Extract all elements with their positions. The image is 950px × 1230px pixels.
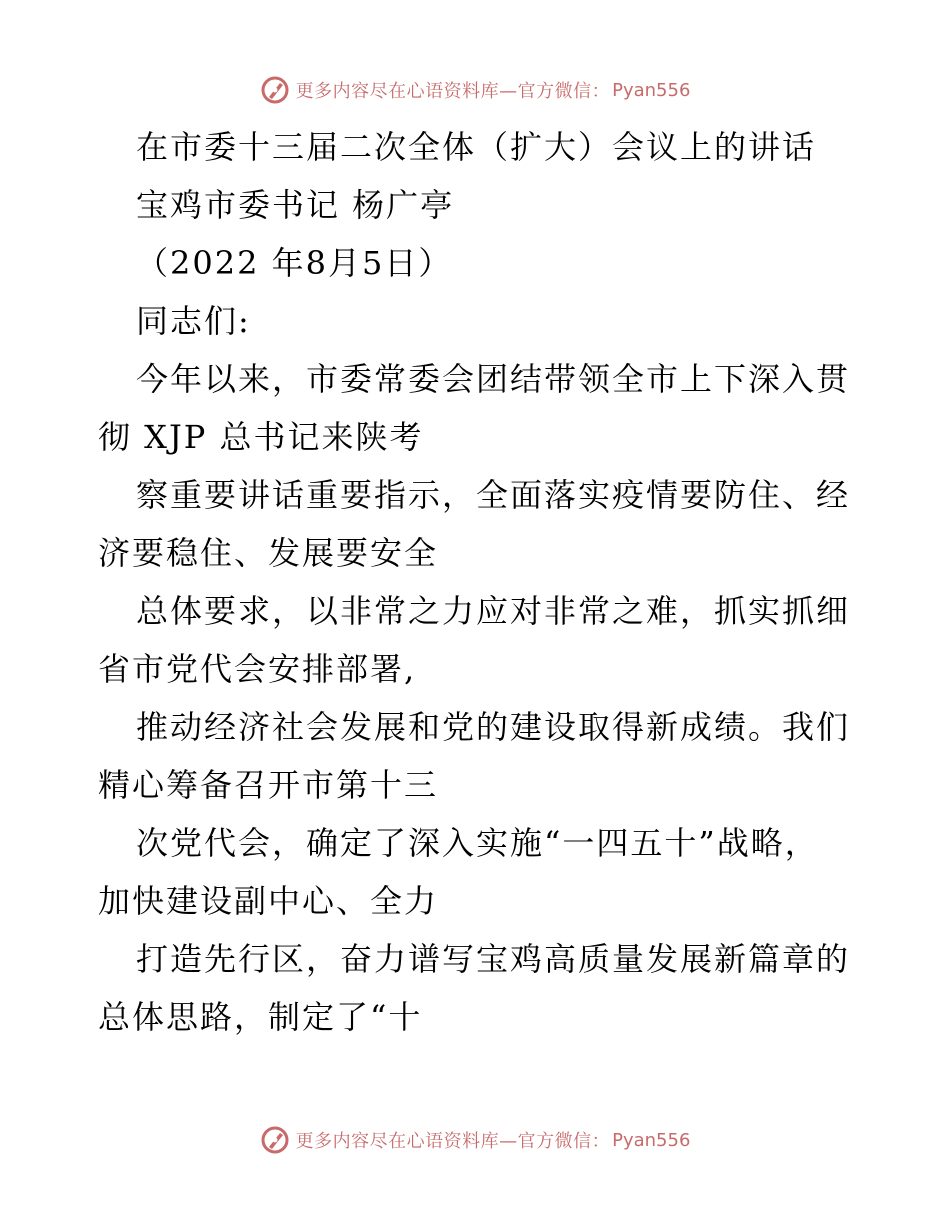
paragraph-line: 次党代会，确定了深入实施“一四五十”战略， (136, 824, 819, 862)
watermark-wechat-id: Pyan556 (612, 1129, 691, 1151)
speech-title: 在市委十三届二次全体（扩大）会议上的讲话 (136, 128, 817, 166)
salutation: 同志们: (136, 302, 251, 340)
watermark-header (0, 70, 950, 110)
paragraph-line: 济要稳住、发展要安全 (98, 534, 439, 572)
paragraph-line: 省市党代会安排部署, (98, 650, 417, 688)
paragraph-line: 总体思路，制定了“十 (98, 998, 423, 1036)
paragraph-line: 彻 XJP 总书记来陕考 (98, 418, 424, 456)
pen-circle-icon (260, 1125, 290, 1155)
watermark-text: 更多内容尽在心语资料库—官方微信： (295, 81, 611, 102)
paragraph-line: 推动经济社会发展和党的建设取得新成绩。我们 (136, 708, 851, 746)
paragraph-line: 打造先行区，奋力谱写宝鸡高质量发展新篇章的 (136, 940, 851, 978)
paragraph-line: 总体要求，以非常之力应对非常之难，抓实抓细 (136, 592, 851, 630)
watermark-wechat-id: Pyan556 (612, 79, 691, 101)
document-body (98, 118, 858, 1046)
watermark-text: 更多内容尽在心语资料库—官方微信： (295, 1131, 611, 1152)
speaker-line: 宝鸡市委书记 杨广亭 (136, 186, 455, 224)
paragraph-line: 加快建设副中心、全力 (98, 882, 439, 920)
date-line: （2022 年8月5日） (136, 244, 453, 282)
paragraph-line: 今年以来，市委常委会团结带领全市上下深入贯 (136, 360, 851, 398)
pen-circle-icon (260, 75, 290, 105)
paragraph-line: 精心筹备召开市第十三 (98, 766, 439, 804)
watermark-footer (0, 1120, 950, 1160)
paragraph-line: 察重要讲话重要指示，全面落实疫情要防住、经 (136, 476, 851, 514)
